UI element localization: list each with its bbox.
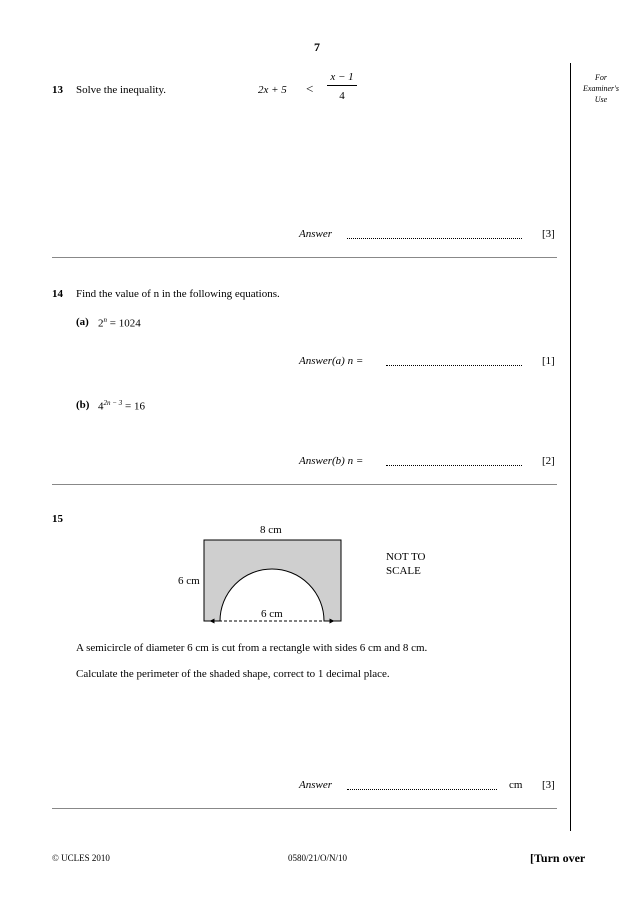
q15-text1: A semicircle of diameter 6 cm is cut from a rectangle with sides 6 cm and 8 cm. — [76, 642, 428, 654]
q13-marks: [3] — [542, 228, 555, 240]
page-number: 7 — [314, 40, 320, 54]
q14b-marks: [2] — [542, 455, 555, 467]
q15-answer-label: Answer — [299, 779, 332, 791]
q14-text-content: Find the value of n in the following equations. — [76, 288, 280, 300]
q15-unit: cm — [509, 779, 523, 791]
q15-text2: Calculate the perimeter of the shaded shape, correct to 1 decimal place. — [76, 668, 390, 680]
footer-paper-code: 0580/21/O/N/10 — [288, 853, 348, 863]
q13-text: Solve the inequality. — [76, 84, 167, 96]
q15-top-label: 8 cm — [260, 524, 282, 536]
q15-base-label: 6 cm — [261, 608, 283, 620]
q14a-label: (a) — [76, 316, 89, 328]
q14a-answer-label: Answer(a) n = — [299, 355, 364, 367]
q15-answer-line[interactable] — [347, 789, 497, 790]
q14a-exponent: n — [103, 316, 107, 324]
q14a-rest: = 1024 — [107, 317, 141, 330]
q13-lhs: 2x + 5 — [258, 84, 287, 96]
q14a-base: 2 — [98, 317, 104, 330]
q13-inequality-sign: < — [306, 81, 314, 96]
footer-copyright: © UCLES 2010 — [52, 853, 110, 863]
not-to-scale-line2: SCALE — [386, 565, 421, 577]
q14b-answer-label: Answer(b) n = — [299, 455, 364, 467]
examiner-label-line3: Use — [594, 95, 608, 104]
examiner-label-line1: For — [595, 73, 607, 82]
footer-turn-over: [Turn over — [530, 851, 586, 865]
q14-number: 14 — [52, 288, 63, 300]
q13-denominator: 4 — [339, 90, 345, 102]
not-to-scale-line1: NOT TO — [386, 551, 426, 563]
q13-numerator: x − 1 — [330, 71, 354, 83]
examiner-label-line2: Examiner's — [583, 84, 619, 93]
q13-answer-label: Answer — [299, 228, 332, 240]
q14b-exponent: 2n − 3 — [103, 399, 123, 407]
q15-number: 15 — [52, 513, 63, 525]
q14a-marks: [1] — [542, 355, 555, 367]
q15-side-label: 6 cm — [178, 575, 200, 587]
q13-number: 13 — [52, 84, 63, 96]
q14b-rest: = 16 — [122, 400, 145, 413]
q15-marks: [3] — [542, 779, 555, 791]
q15-divider — [52, 808, 557, 809]
q14b-label: (b) — [76, 399, 90, 411]
q14b-base: 4 — [98, 400, 104, 413]
